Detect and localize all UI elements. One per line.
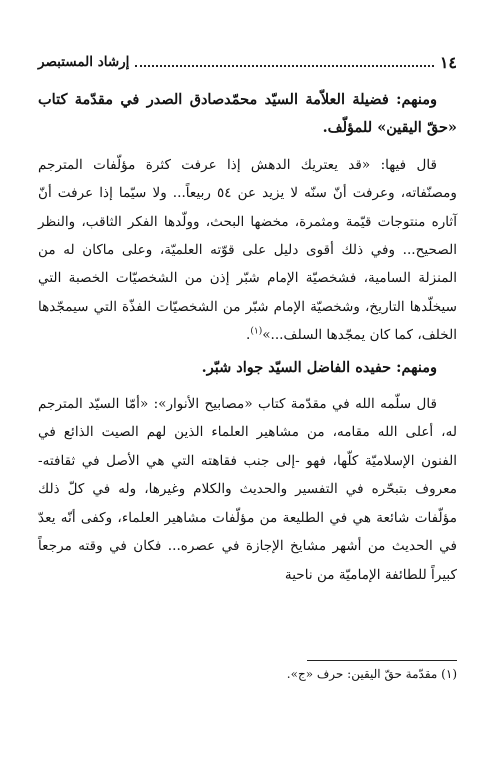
footnote-marker: (١)	[441, 667, 457, 681]
dotted-leader	[135, 65, 433, 67]
footnote	[38, 664, 457, 684]
quote-paragraph: قال فيها: «قد يعتريك الدهش إذا عرفت كثرة مؤلّفات المترجم ومصنّفاته، وعرفت أنّ سنّه لا يزيد عن ٥٤ ربيعاً... ولا سيّما إذا عرفت أنّ آثاره منتوجات قيّمة ومثمرة، مخضها البحث، وولّدها الفكر الثاقب، والنظر الصحيح... وفي ذلك أقوى دليل على قوّته العلميّة، وعلى ماكان له من المنزلة السامية، فشخصيّة الإمام شبّر إذن من الشخصيّات الخصبة التي سيخلّدها التاريخ، وشخصيّة الإمام شبّر من الشخصيّات الفذّة التي سيمجّدها الخلف، كما كان يمجّدها السلف...»$^{(١)}$.	[38, 156, 457, 344]
section-heading: ومنهم: حفيده الفاضل السيّد جواد شبّر.	[201, 358, 437, 376]
running-head	[38, 50, 457, 74]
footnote-text: مقدّمة حقّ اليقين: حرف «ج».	[286, 667, 438, 681]
footnote-ref: (١)	[250, 326, 263, 337]
quote-text: قال فيها: «قد يعتريك الدهش إذا عرفت كثرة مؤلّفات المترجم ومصنّفاته، وعرفت أنّ سنّه لا يزيد عن ٥٤ ربيعاً... ولا سيّما إذا عرفت أنّ آثاره منتوجات قيّمة ومثمرة، مخضها البحث، وولّدها الفكر الثاقب، والنظر الصحيح... وفي ذلك أقوى دليل على قوّته العلميّة، وعلى ماكان له من المنزلة السامية، فشخصيّة الإمام شبّر إذن من الشخصيّات الخصبة التي سيخلّدها التاريخ، وشخصيّة الإمام شبّر من الشخصيّات الفذّة التي سيمجّدها الخلف، كما كان يمجّدها السلف...»	[38, 156, 457, 344]
footnote-rule	[307, 660, 457, 661]
page-number: ١٤	[439, 52, 457, 72]
body-text	[38, 86, 457, 589]
quote-paragraph: قال سلّمه الله في مقدّمة كتاب «مصابيح الأنوار»: «أمّا السيّد المترجم له، أعلى الله مقامه، من مشاهير العلماء الذين لهم الصيت الذائع في الفنون الإسلاميّة كلّها، فهو -إلى جنب فقاهته التي هي الأصل في ثقافته- معروف بتبحّره في التفسير والحديث والكلام وغيرها، وله في كلّ ذلك مؤلّفات شائعة هي في الطليعة من مؤلّفات مشاهير العلماء، وكفى أنّه يعدّ في الحديث من أشهر مشايخ الإجازة في عصره... فكان في وقته مرجعاً كبيراً للطائفة الإماميّة من ناحية	[38, 396, 457, 583]
section-heading: ومنهم: فضيلة العلاّمة السيّد محمّدصادق الصدر في مقدّمة كتاب «حقّ اليقين» للمؤلّف.	[38, 91, 457, 137]
running-head-title: إرشاد المستبصر	[38, 54, 130, 70]
